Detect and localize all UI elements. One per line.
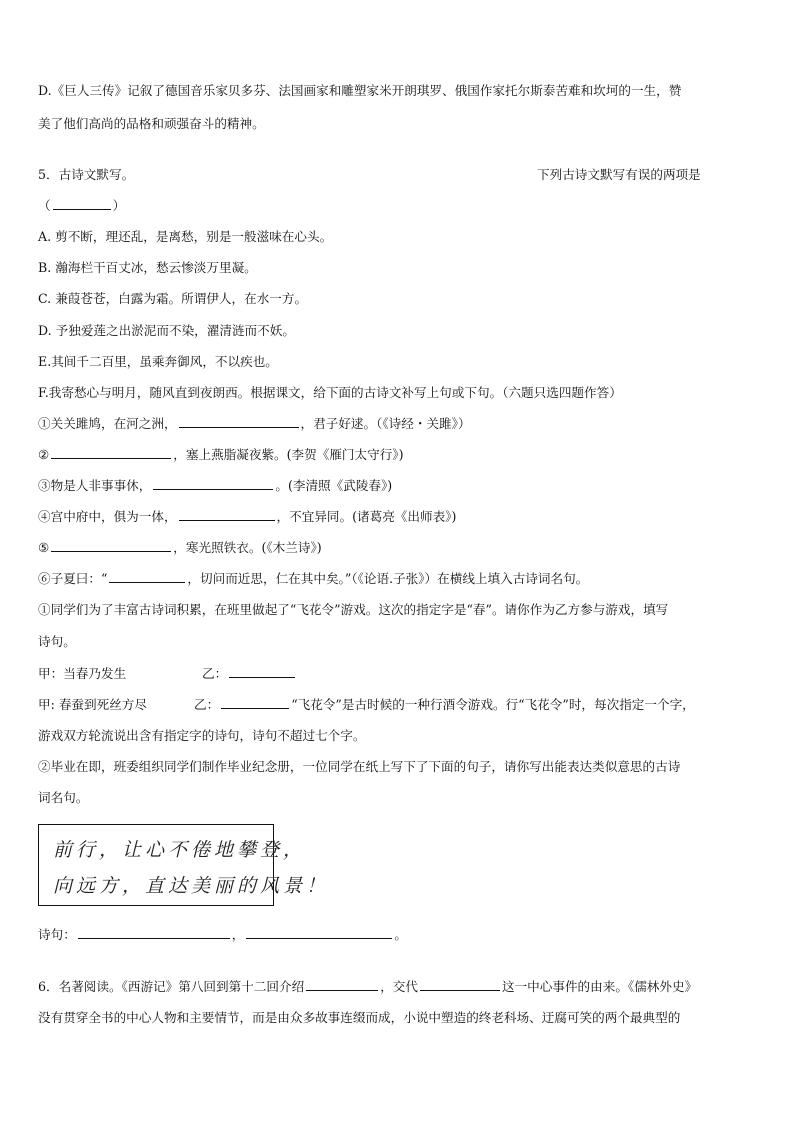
option-d-line-2: 美了他们高尚的品格和顽强奋斗的精神。 <box>38 116 265 131</box>
dialog-jia-1: 甲：当春乃发生 <box>38 666 127 681</box>
fill-item-4 <box>38 508 456 526</box>
fill-item-4-after: ，不宜异同。(诸葛亮《出师表》) <box>276 509 457 524</box>
dialog-yi-1 <box>202 665 297 683</box>
question-6-part-a: 6．名著阅读。《西游记》第八回到第十二回介绍 <box>38 979 305 994</box>
fill-item-6 <box>38 570 588 588</box>
fill-blank-2[interactable] <box>51 446 171 459</box>
question-6-part-c: 这一中心事件的由来。《儒林外史》 <box>501 979 698 994</box>
graduation-instruction-1: ②毕业在即，班委组织同学们制作毕业纪念册，一位同学在纸上写下了下面的句子，请你写出能表达类似意思的古诗 <box>38 759 681 774</box>
fill-item-2-after: ，塞上燕脂凝夜紫。(李贺《雁门太守行》) <box>173 447 404 462</box>
graduation-instruction-2: 词名句。 <box>38 790 89 805</box>
fill-item-1-before: ①关关雎鸠，在河之洲， <box>38 416 177 431</box>
fill-blank-1[interactable] <box>179 415 299 428</box>
fill-item-5-before: ⑤ <box>38 540 50 555</box>
poem-answer-label: 诗句： <box>38 927 76 942</box>
game-instruction-1: ①同学们为了丰富古诗词积累，在班里做起了“飞花令”游戏。这次的指定字是“春”。请你作为乙方参与游戏，填写 <box>38 602 669 617</box>
option-e: E.其间千二百里，虽乘奔御风，不以疾也。 <box>38 354 278 369</box>
fill-item-5-after: ，寒光照铁衣。(《木兰诗》) <box>173 540 322 555</box>
handwritten-line-1: 前行，让心不倦地攀登， <box>53 839 307 861</box>
question-6-line-2: 没有贯穿全书的中心人物和主要情节，而是由众多故事连缀而成，小说中塑造的终老科场、迂腐可笑的两个最典型的 <box>38 1010 681 1025</box>
fill-item-6-before: ⑥子夏曰：“ <box>38 571 108 586</box>
fill-item-1-after: ，君子好逑。（《诗经・关雎》） <box>300 416 471 431</box>
fill-item-5 <box>38 539 322 557</box>
poem-comma: ， <box>231 927 245 942</box>
paren-open: （ <box>38 198 51 213</box>
fill-blank-5[interactable] <box>51 539 171 552</box>
game-instruction-2: 诗句。 <box>38 634 76 649</box>
option-d: D. 予独爱莲之出淤泥而不染，濯清涟而不妖。 <box>38 323 295 338</box>
dialog-yi-2-label: 乙： <box>194 697 220 712</box>
poem-blank-2[interactable] <box>246 926 392 939</box>
dialog-yi-1-label: 乙： <box>202 666 228 681</box>
question-6-part-b: ，交代 <box>380 979 418 994</box>
fill-blank-3[interactable] <box>153 477 273 490</box>
yi-1-blank[interactable] <box>229 665 295 678</box>
dialog-yi-2 <box>194 696 695 714</box>
fill-blank-6[interactable] <box>109 570 185 583</box>
fill-item-3 <box>38 477 392 495</box>
handwritten-line-2: 向远方，直达美丽的风景！ <box>53 875 330 897</box>
poem-answer-line <box>38 926 407 944</box>
fill-item-2 <box>38 446 404 464</box>
poem-period: 。 <box>394 927 407 942</box>
fill-item-4-before: ④宫中府中，俱为一体， <box>38 509 177 524</box>
poem-blank-1[interactable] <box>78 926 230 939</box>
answer-parentheses <box>38 197 125 215</box>
option-f: F.我寄愁心与明月，随风直到夜朗西。根据课文，给下面的古诗文补写上句或下句。（六题只选四题作答） <box>38 385 622 400</box>
q6-blank-1[interactable] <box>306 978 378 991</box>
feihualing-explanation-2: 游戏双方轮流说出含有指定字的诗句，诗句不超过七个字。 <box>38 728 366 743</box>
q6-blank-2[interactable] <box>420 978 500 991</box>
question-5-prompt: 下列古诗文默写有误的两项是 <box>537 167 701 182</box>
option-c: C. 兼葭苍苍，白露为霜。所谓伊人，在水一方。 <box>38 291 308 306</box>
question-5-title: 5．古诗文默写。 <box>38 167 135 182</box>
option-a: A. 剪不断，理还乱，是离愁，别是一般滋味在心头。 <box>38 229 333 244</box>
yi-2-blank[interactable] <box>221 696 289 709</box>
option-b: B. 瀚海栏干百丈冰，愁云惨淡万里凝。 <box>38 260 257 275</box>
fill-item-3-before: ③物是人非事事休， <box>38 478 152 493</box>
question-6-line-1 <box>38 978 697 996</box>
fill-item-1 <box>38 415 471 433</box>
fill-item-6-after: ，切问而近思，仁在其中矣。”（《论语.子张》）在横线上填入古诗词名句。 <box>187 571 589 586</box>
option-d-line-1: D.《巨人三传》记叙了德国音乐家贝多芬、法国画家和雕塑家米开朗琪罗、俄国作家托尔斯泰苦难和坎坷的一生，赞 <box>38 83 682 98</box>
paren-close: ） <box>112 198 126 213</box>
dialog-jia-2: 甲: 春蚕到死丝方尽 <box>38 697 147 712</box>
answer-blank[interactable] <box>53 197 111 210</box>
fill-item-3-after: 。(李清照《武陵春》) <box>275 478 393 493</box>
handwritten-note-box <box>38 824 330 906</box>
fill-item-2-before: ② <box>38 447 50 462</box>
fill-blank-4[interactable] <box>179 508 275 521</box>
feihualing-explanation-1: “飞花令”是古时候的一种行酒令游戏。行“飞花令”时，每次指定一个字， <box>291 697 695 712</box>
